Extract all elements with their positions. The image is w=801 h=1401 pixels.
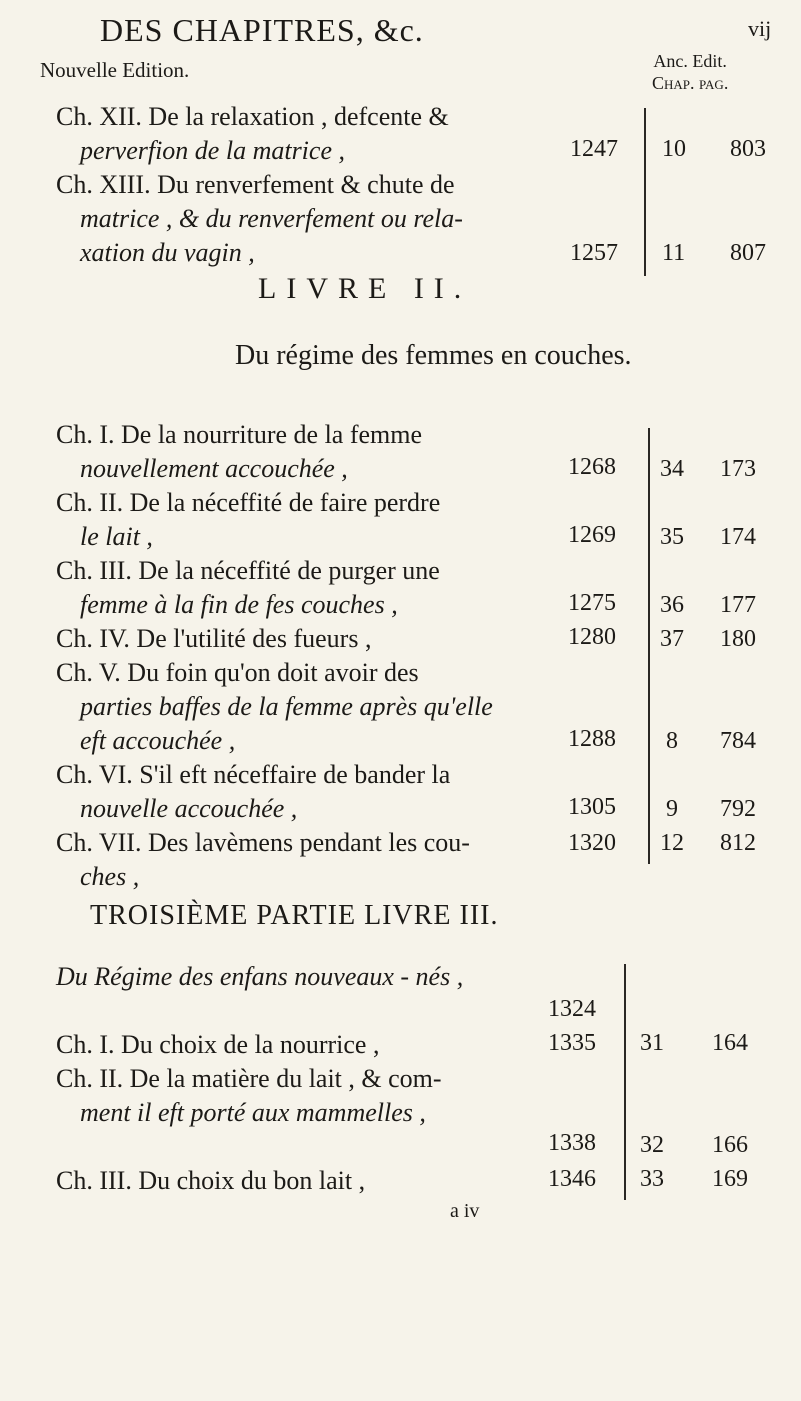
toc-entry [56, 1062, 636, 1130]
entry-line: eft accouchée , [80, 726, 236, 755]
entry-old-chap: 11 [662, 240, 686, 266]
entry-page: 1280 [568, 624, 616, 650]
entry-old-chap: 33 [640, 1166, 664, 1192]
entry-page: 1288 [568, 726, 616, 752]
entry-old-chap: 9 [666, 796, 678, 822]
edition-label-old [652, 50, 728, 94]
entry-old-page: 177 [720, 592, 756, 618]
entry-line: Ch. I. Du choix de la nourrice , [56, 1030, 380, 1059]
entry-old-chap: 31 [640, 1030, 664, 1056]
entry-line: nouvelle accouchée , [80, 794, 298, 823]
entry-line: Ch. IV. De l'utilité des fueurs , [56, 624, 372, 653]
old-edition-label: Anc. Edit. [653, 51, 727, 71]
entry-line: nouvellement accouchée , [80, 454, 348, 483]
book-heading: LIVRE II. [258, 272, 472, 305]
entry-old-page: 812 [720, 830, 756, 856]
entry-line: Du Régime des enfans nouveaux - nés , [56, 962, 464, 991]
entry-line: Ch. III. Du choix du bon lait , [56, 1166, 366, 1195]
entry-line: femme à la fin de fes couches , [80, 590, 398, 619]
entry-page: 1320 [568, 830, 616, 856]
entry-old-page: 180 [720, 626, 756, 652]
column-rule [648, 428, 650, 864]
entry-page: 1247 [570, 136, 618, 162]
entry-line: Ch. VII. Des lavèmens pendant les cou- [56, 828, 470, 857]
entry-page: 1335 [548, 1030, 596, 1056]
entry-line: Ch. V. Du foin qu'on doit avoir des [56, 658, 419, 687]
toc-entry [56, 486, 636, 554]
entry-page: 1268 [568, 454, 616, 480]
entry-old-page: 803 [730, 136, 766, 162]
old-chap-page-label: Chap. pag. [652, 73, 729, 93]
entry-line: matrice , & du renverfement ou rela- [80, 204, 463, 233]
book-subtitle: Du régime des femmes en couches. [235, 340, 632, 371]
entry-old-chap: 34 [660, 456, 684, 482]
entry-old-chap: 36 [660, 592, 684, 618]
entry-page: 1269 [568, 522, 616, 548]
toc-entry [56, 622, 636, 656]
running-head: DES CHAPITRES, &c. [100, 12, 424, 48]
edition-label-new: Nouvelle Edition. [40, 58, 190, 82]
entry-line: ment il eft porté aux mammelles , [80, 1098, 426, 1127]
entry-line: ches , [80, 862, 140, 891]
page-number: vij [748, 16, 772, 41]
toc-entry [56, 656, 636, 758]
toc-entry [56, 758, 636, 826]
entry-page: 1324 [548, 996, 596, 1022]
entry-old-chap: 37 [660, 626, 684, 652]
entry-old-page: 164 [712, 1030, 748, 1056]
entry-old-chap: 12 [660, 830, 684, 856]
entry-old-page: 792 [720, 796, 756, 822]
entry-line: parties baffes de la femme après qu'elle [80, 692, 493, 721]
entry-page: 1257 [570, 240, 618, 266]
toc-entry [56, 100, 636, 168]
column-rule [644, 108, 646, 276]
entry-line: Ch. II. De la matière du lait , & com- [56, 1064, 442, 1093]
signature-mark: a iv [450, 1200, 480, 1222]
entry-old-chap: 10 [662, 136, 686, 162]
entry-line: Ch. XIII. Du renverfement & chute de [56, 170, 455, 199]
entry-old-page: 166 [712, 1132, 748, 1158]
entry-old-chap: 35 [660, 524, 684, 550]
entry-old-page: 784 [720, 728, 756, 754]
entry-line: le lait , [80, 522, 153, 551]
entry-line: xation du vagin , [80, 238, 255, 267]
entry-line: Ch. III. De la néceffité de purger une [56, 556, 440, 585]
entry-old-chap: 8 [666, 728, 678, 754]
entry-page: 1305 [568, 794, 616, 820]
entry-line: Ch. VI. S'il eft néceffaire de bander la [56, 760, 451, 789]
toc-entry [56, 826, 636, 894]
entry-page: 1338 [548, 1130, 596, 1156]
entry-page: 1346 [548, 1166, 596, 1192]
entry-old-page: 173 [720, 456, 756, 482]
entry-old-chap: 32 [640, 1132, 664, 1158]
toc-entry [56, 168, 636, 270]
entry-line: Ch. II. De la néceffité de faire perdre [56, 488, 441, 517]
entry-line: Ch. XII. De la relaxation , defcente & [56, 102, 449, 131]
toc-entry [56, 960, 636, 994]
toc-entry [56, 554, 636, 622]
entry-old-page: 174 [720, 524, 756, 550]
entry-line: Ch. I. De la nourriture de la femme [56, 420, 423, 449]
entry-page: 1275 [568, 590, 616, 616]
entry-old-page: 169 [712, 1166, 748, 1192]
entry-line: perverfion de la matrice , [80, 136, 345, 165]
toc-entry [56, 418, 636, 486]
column-rule [624, 964, 626, 1200]
part-heading: TROISIÈME PARTIE LIVRE III. [90, 900, 499, 931]
entry-old-page: 807 [730, 240, 766, 266]
